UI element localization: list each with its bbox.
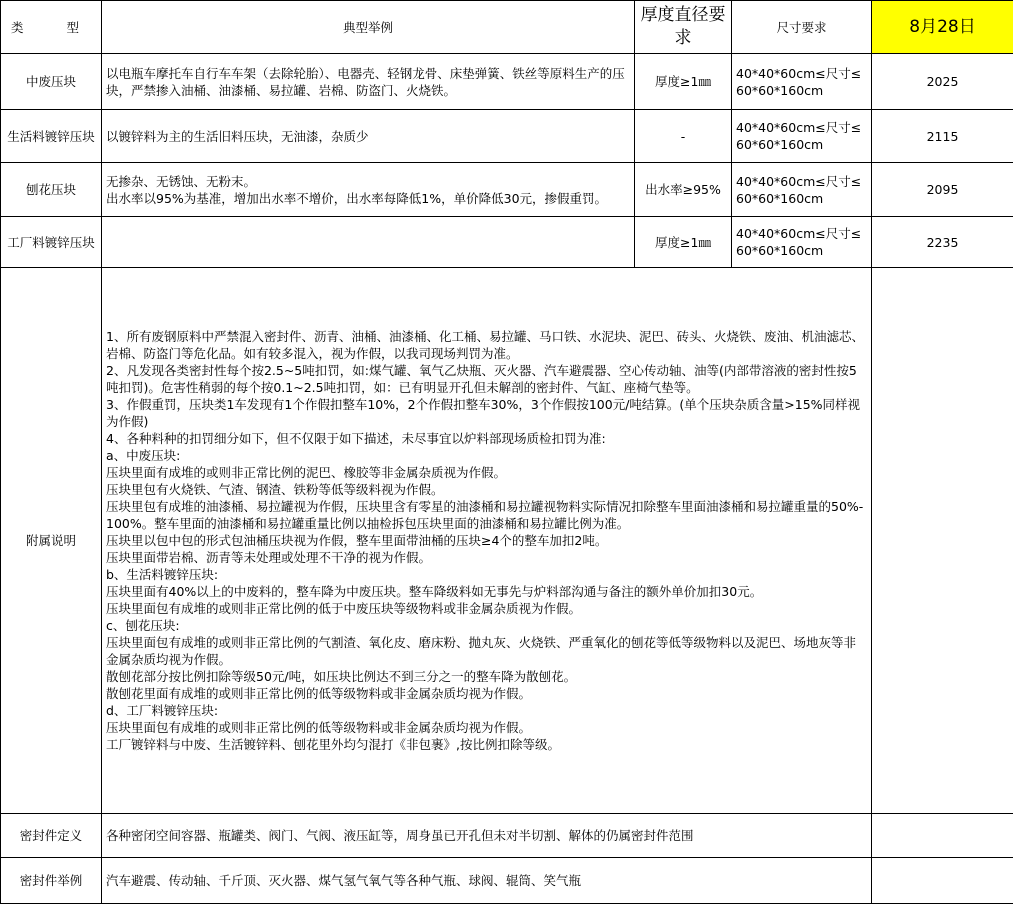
note-line: 压块里面有40%以上的中废料的，整车降为中废压块。整车降级料如无事先与炉料部沟通与备注的额外单价加扣30元。	[106, 584, 763, 599]
table-row	[1, 110, 1013, 163]
notes-empty-cell	[872, 268, 1013, 814]
seal-definition-label: 密封件定义	[1, 814, 102, 858]
note-line: 压块里以包中包的形式包油桶压块视为作假，整车里面带油桶的压块≥4个的整车加扣2吨。	[106, 533, 608, 548]
row-example: 以电瓶车摩托车自行车车架（去除轮胎）、电器壳、轻钢龙骨、床垫弹簧、铁丝等原料生产的压块，严禁掺入油桶、油漆桶、易拉罐、岩棉、防盗门、火烧铁。	[102, 54, 635, 110]
note-line: 压块里面带岩棉、沥青等未处理或处理不干净的视为作假。	[106, 550, 432, 565]
seal-examples-row	[1, 858, 1013, 904]
seal-examples-text: 汽车避震、传动轴、千斤顶、灭火器、煤气氢气氧气等各种气瓶、球阀、辊筒、笑气瓶	[102, 858, 872, 904]
row-example: 无掺杂、无锈蚀、无粉末。 出水率以95%为基准，增加出水率不增价，出水率每降低1%，单价降低30元，掺假重罚。	[102, 163, 635, 217]
note-line: c、刨花压块:	[106, 618, 180, 633]
note-line: 散刨花部分按比例扣除等级50元/吨，如压块比例达不到三分之一的整车降为散刨花。	[106, 669, 577, 684]
date-header: 8月28日	[872, 1, 1013, 54]
note-line: d、工厂料镀锌压块:	[106, 703, 219, 718]
row-price: 2095	[872, 163, 1013, 217]
row-thickness: 出水率≥95%	[635, 163, 732, 217]
row-size: 40*40*60cm≤尺寸≤60*60*160cm	[732, 217, 872, 268]
row-thickness: 厚度≥1㎜	[635, 54, 732, 110]
thickness-header: 厚度直径要求	[635, 1, 732, 54]
row-example	[102, 217, 635, 268]
note-line: 散刨花里面有成堆的或则非正常比例的低等级物料或非金属杂质均视为作假。	[106, 686, 532, 701]
row-thickness: 厚度≥1㎜	[635, 217, 732, 268]
note-line: 压块里面有成堆的或则非正常比例的泥巴、橡胶等非金属杂质视为作假。	[106, 465, 507, 480]
example-header: 典型举例	[102, 1, 635, 54]
row-name: 刨花压块	[1, 163, 102, 217]
row-example: 以镀锌料为主的生活旧料压块，无油漆，杂质少	[102, 110, 635, 163]
seal-examples-label: 密封件举例	[1, 858, 102, 904]
note-line: 压块里包有成堆的油漆桶、易拉罐视为作假，压块里含有零星的油漆桶和易拉罐视物料实际情况扣除整车里面油漆桶和易拉罐重量的50%-100%。整车里面的油漆桶和易拉罐重量比例以抽检拆包压块里面的油漆桶和易拉罐比例为准。	[106, 499, 864, 531]
note-line: a、中废压块:	[106, 448, 181, 463]
table-row	[1, 163, 1013, 217]
row-size: 40*40*60cm≤尺寸≤60*60*160cm	[732, 54, 872, 110]
note-line: 压块里面包有成堆的或则非正常比例的气割渣、氧化皮、磨床粉、抛丸灰、火烧铁、严重氧化的刨花等低等级物料以及泥巴、场地灰等非金属杂质均视为作假。	[106, 635, 857, 667]
row-size: 40*40*60cm≤尺寸≤60*60*160cm	[732, 110, 872, 163]
row-price: 2235	[872, 217, 1013, 268]
header-row	[1, 1, 1013, 54]
row-name: 工厂料镀锌压块	[1, 217, 102, 268]
note-line: 3、作假重罚，压块类1车发现有1个作假扣整车10%，2个作假扣整车30%，3个作假按100元/吨结算。(单个压块杂质含量>15%同样视为作假)	[106, 397, 861, 429]
notes-row	[1, 268, 1013, 814]
table-row	[1, 54, 1013, 110]
row-price: 2115	[872, 110, 1013, 163]
row-name: 生活料镀锌压块	[1, 110, 102, 163]
note-line: 工厂镀锌料与中废、生活镀锌料、刨花里外均匀混打《非包裹》,按比例扣除等级。	[106, 737, 560, 752]
type-header: 类 型	[1, 1, 102, 54]
row-size: 40*40*60cm≤尺寸≤60*60*160cm	[732, 163, 872, 217]
seal-definition-text: 各种密闭空间容器、瓶罐类、阀门、气阀、液压缸等，周身虽已开孔但未对半切割、解体的仍属密封件范围	[102, 814, 872, 858]
seal-definition-row	[1, 814, 1013, 858]
seal-definition-empty-cell	[872, 814, 1013, 858]
note-line: 压块里包有火烧铁、气渣、钢渣、铁粉等低等级料视为作假。	[106, 482, 444, 497]
row-price: 2025	[872, 54, 1013, 110]
row-thickness: -	[635, 110, 732, 163]
table-row	[1, 217, 1013, 268]
notes-label: 附属说明	[1, 268, 102, 814]
notes-body	[102, 268, 872, 814]
note-line: b、生活料镀锌压块:	[106, 567, 219, 582]
note-line: 2、凡发现各类密封性每个按2.5~5吨扣罚，如:煤气罐、氧气乙炔瓶、灭火器、汽车避震器、空心传动轴、油等(内部带溶液的密封性按5吨扣罚)。危害性稍弱的每个按0.1~2.5吨扣罚，如：已有明显开孔但未解剖的密封件、气缸、座椅气垫等。	[106, 363, 857, 395]
note-line: 1、所有废钢原料中严禁混入密封件、沥青、油桶、油漆桶、化工桶、易拉罐、马口铁、水泥块、泥巴、砖头、火烧铁、废油、机油滤芯、岩棉、防盗门等危化品。如有较多混入，视为作假，以我司现场判罚为准。	[106, 329, 864, 361]
note-line: 压块里面包有成堆的或则非正常比例的低等级物料或非金属杂质均视为作假。	[106, 720, 532, 735]
seal-examples-empty-cell	[872, 858, 1013, 904]
row-name: 中废压块	[1, 54, 102, 110]
note-line: 压块里面包有成堆的或则非正常比例的低于中废压块等级物料或非金属杂质视为作假。	[106, 601, 582, 616]
note-line: 4、各种料种的扣罚细分如下，但不仅限于如下描述，未尽事宜以炉料部现场质检扣罚为准:	[106, 431, 606, 446]
size-header: 尺寸要求	[732, 1, 872, 54]
